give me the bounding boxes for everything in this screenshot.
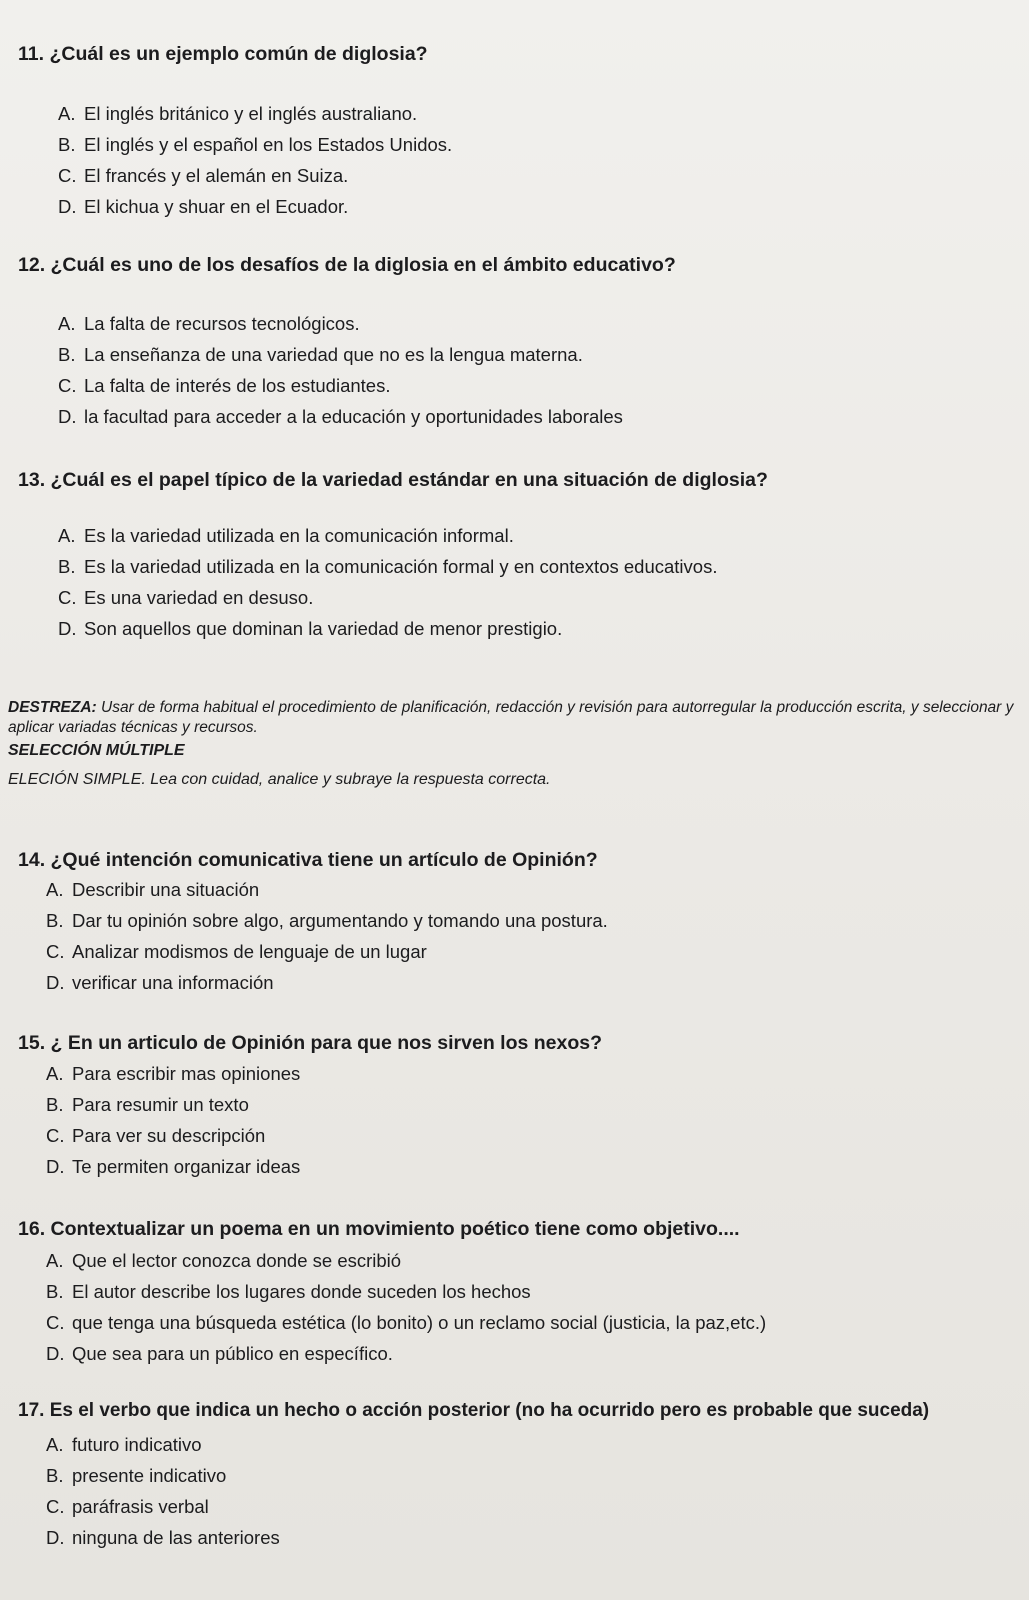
option-16-b[interactable] [46, 1276, 1009, 1307]
section-heading: SELECCIÓN MÚLTIPLE [8, 742, 185, 759]
option-text: futuro indicativo [72, 1434, 202, 1455]
option-text: La falta de recursos tecnológicos. [84, 313, 360, 334]
option-11-b[interactable] [58, 129, 1009, 160]
option-letter: A. [58, 103, 76, 124]
option-text: El autor describe los lugares donde suceden los hechos [72, 1281, 531, 1302]
option-text: Describir una situación [72, 879, 260, 900]
option-text: El francés y el alemán en Suiza. [84, 165, 349, 186]
option-letter: D. [58, 618, 77, 639]
question-17: 17. Es el verbo que indica un hecho o acción posterior (no ha ocurrido pero es probable que suceda) [18, 1400, 930, 1421]
option-text: El inglés y el español en los Estados Unidos. [84, 134, 453, 155]
option-11-a[interactable] [58, 98, 1009, 129]
option-15-b[interactable] [46, 1089, 1009, 1120]
question-16: 16. Contextualizar un poema en un movimiento poético tiene como objetivo.... [18, 1218, 740, 1240]
question-14: 14. ¿Qué intención comunicativa tiene un artículo de Opinión? [18, 849, 598, 871]
option-15-a[interactable] [46, 1058, 1009, 1089]
option-text: Que sea para un público en específico. [72, 1343, 393, 1364]
option-text: Es una variedad en desuso. [84, 587, 314, 608]
question-13: 13. ¿Cuál es el papel típico de la variedad estándar en una situación de diglosia? [18, 469, 768, 491]
option-letter: D. [46, 1343, 65, 1364]
option-14-b[interactable] [46, 905, 1009, 936]
option-16-a[interactable] [46, 1245, 1009, 1276]
option-text: la facultad para acceder a la educación y oportunidades laborales [84, 406, 623, 427]
option-letter: B. [58, 556, 76, 577]
option-text: presente indicativo [72, 1465, 227, 1486]
option-text: Analizar modismos de lenguaje de un lugar [72, 941, 427, 962]
option-text: Que el lector conozca donde se escribió [72, 1250, 402, 1271]
option-text: ninguna de las anteriores [72, 1527, 280, 1548]
option-text: Para escribir mas opiniones [72, 1063, 301, 1084]
option-text: verificar una información [72, 972, 274, 993]
option-letter: A. [58, 313, 76, 334]
option-letter: A. [58, 525, 76, 546]
option-letter: A. [46, 879, 64, 900]
destreza-text: Usar de forma habitual el procedimiento de planificación, redacción y revisión para autorregular la producción escrita, y seleccionar y aplicar variadas técnicas y recursos. [8, 699, 1014, 736]
option-text: paráfrasis verbal [72, 1496, 209, 1517]
destreza-instructions [8, 698, 1025, 738]
option-17-c[interactable] [46, 1491, 1009, 1522]
option-text: La falta de interés de los estudiantes. [84, 375, 391, 396]
options-12 [58, 308, 1009, 432]
option-letter: C. [46, 1496, 65, 1517]
option-letter: D. [46, 1156, 65, 1177]
option-text: Son aquellos que dominan la variedad de menor prestigio. [84, 618, 563, 639]
option-11-d[interactable] [58, 191, 1009, 222]
option-letter: A. [46, 1434, 64, 1455]
simple-instructions: ELECIÓN SIMPLE. Lea con cuidad, analice y subraye la respuesta correcta. [8, 771, 551, 788]
option-12-c[interactable] [58, 370, 1009, 401]
option-13-b[interactable] [58, 551, 1009, 582]
option-16-d[interactable] [46, 1338, 1009, 1369]
option-13-a[interactable] [58, 520, 1009, 551]
option-13-c[interactable] [58, 582, 1009, 613]
option-14-c[interactable] [46, 936, 1009, 967]
question-12: 12. ¿Cuál es uno de los desafíos de la diglosia en el ámbito educativo? [18, 254, 676, 276]
option-text: Para resumir un texto [72, 1094, 249, 1115]
option-letter: A. [46, 1250, 64, 1271]
option-12-d[interactable] [58, 401, 1009, 432]
option-text: Te permiten organizar ideas [72, 1156, 301, 1177]
option-12-b[interactable] [58, 339, 1009, 370]
question-15: 15. ¿ En un articulo de Opinión para que nos sirven los nexos? [18, 1032, 603, 1054]
option-letter: D. [58, 406, 77, 427]
option-letter: A. [46, 1063, 64, 1084]
option-17-b[interactable] [46, 1460, 1009, 1491]
option-13-d[interactable] [58, 613, 1009, 644]
option-14-a[interactable] [46, 874, 1009, 905]
option-15-c[interactable] [46, 1120, 1009, 1151]
option-text: Para ver su descripción [72, 1125, 266, 1146]
option-16-c[interactable] [46, 1307, 1009, 1338]
option-letter: C. [46, 941, 65, 962]
option-text: El kichua y shuar en el Ecuador. [84, 196, 349, 217]
options-16 [46, 1245, 1009, 1369]
option-letter: D. [46, 972, 65, 993]
question-11: 11. ¿Cuál es un ejemplo común de diglosia? [18, 43, 428, 65]
option-letter: D. [46, 1527, 65, 1548]
option-text: Es la variedad utilizada en la comunicación informal. [84, 525, 514, 546]
option-letter: C. [58, 375, 77, 396]
option-11-c[interactable] [58, 160, 1009, 191]
option-letter: B. [58, 134, 76, 155]
option-letter: B. [46, 1465, 64, 1486]
options-11 [58, 98, 1009, 222]
option-12-a[interactable] [58, 308, 1009, 339]
option-letter: B. [46, 1094, 64, 1115]
option-text: Dar tu opinión sobre algo, argumentando y tomando una postura. [72, 910, 608, 931]
option-letter: B. [58, 344, 76, 365]
options-14 [46, 874, 1009, 998]
options-13 [58, 520, 1009, 644]
options-17 [46, 1429, 1009, 1553]
option-text: que tenga una búsqueda estética (lo bonito) o un reclamo social (justicia, la paz,etc.) [72, 1312, 767, 1333]
option-15-d[interactable] [46, 1151, 1009, 1182]
option-letter: D. [58, 196, 77, 217]
option-letter: B. [46, 1281, 64, 1302]
option-17-d[interactable] [46, 1522, 1009, 1553]
options-15 [46, 1058, 1009, 1182]
option-letter: C. [58, 165, 77, 186]
option-text: La enseñanza de una variedad que no es la lengua materna. [84, 344, 583, 365]
option-letter: C. [46, 1312, 65, 1333]
option-text: El inglés británico y el inglés australiano. [84, 103, 418, 124]
option-letter: B. [46, 910, 64, 931]
option-14-d[interactable] [46, 967, 1009, 998]
option-text: Es la variedad utilizada en la comunicación formal y en contextos educativos. [84, 556, 718, 577]
destreza-label: DESTREZA: [8, 699, 97, 716]
option-17-a[interactable] [46, 1429, 1009, 1460]
option-letter: C. [58, 587, 77, 608]
option-letter: C. [46, 1125, 65, 1146]
